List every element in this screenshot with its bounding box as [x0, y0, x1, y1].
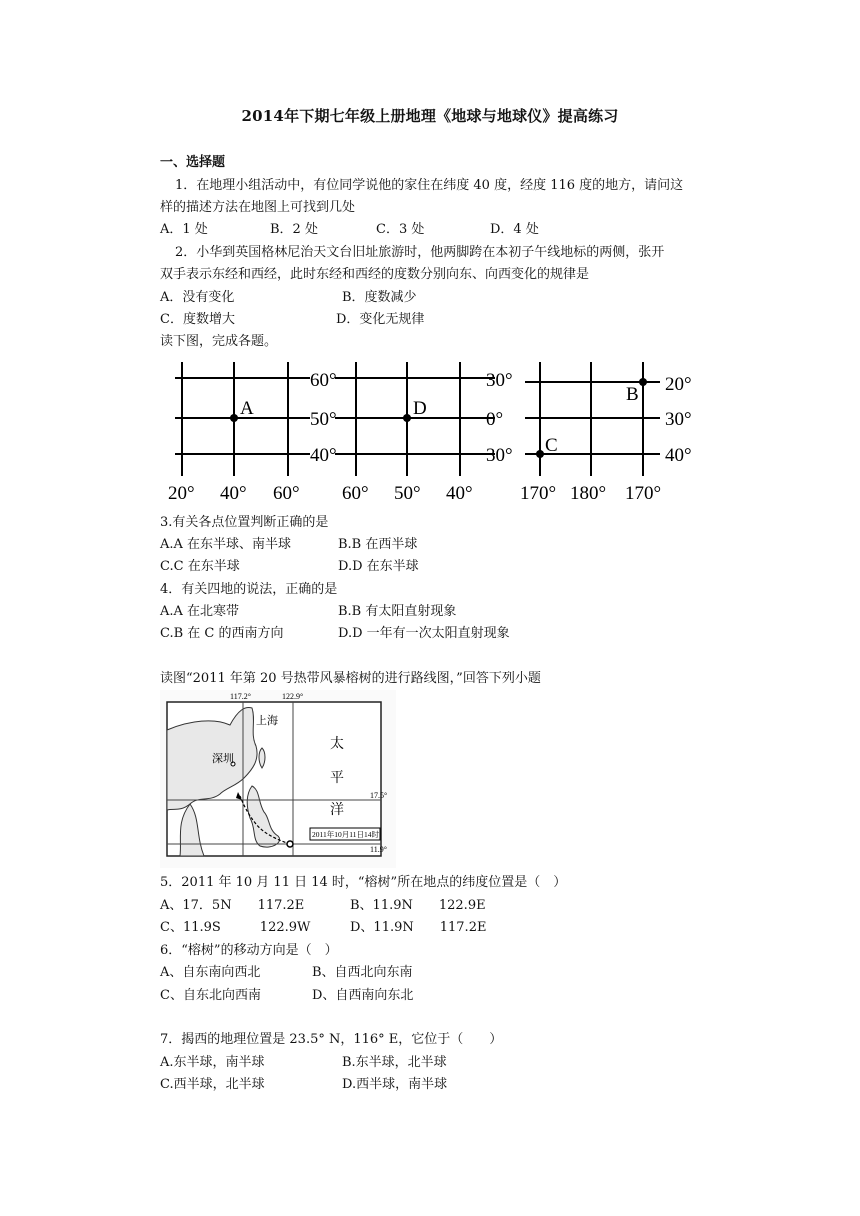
typhoon-position-marker [287, 841, 293, 847]
q5-option-c: C、11.9S 122.9W [160, 920, 311, 935]
q2-stem-line1: 2．小华到英国格林尼治天文台旧址旅游时，他两脚跨在本初子午线地标的两侧，张开 [175, 245, 665, 260]
q1-stem-line1: 1．在地理小组活动中，有位同学说他的家住在纬度 40 度，经度 116 度的地方，请问这 [175, 178, 684, 193]
point-c [536, 450, 544, 458]
taiwan-island [259, 748, 265, 768]
q4-stem: 4．有关四地的说法，正确的是 [160, 582, 338, 597]
q6-option-b: B、自西北向东南 [312, 965, 413, 980]
label-shanghai: 上海 [256, 715, 278, 727]
q1-option-b: B．2 处 [270, 222, 318, 237]
g3-lat-1: 20° [665, 374, 692, 395]
q6-option-a: A、自东南向西北 [160, 965, 261, 980]
map-lat-1: 17.5° [370, 791, 388, 800]
g2-lat-3: 30° [486, 445, 513, 466]
q2-option-d: D．变化无规律 [336, 312, 425, 327]
lat-lon-grid-figure [160, 356, 705, 502]
g1-lat-3: 40° [310, 445, 337, 466]
g1-lat-2: 50° [310, 409, 337, 430]
q5-stem: 5．2011 年 10 月 11 日 14 时，“榕树”所在地点的纬度位置是（ ） [160, 875, 567, 890]
q1-option-d: D．4 处 [490, 222, 539, 237]
point-b [639, 378, 647, 386]
q6-stem: 6．“榕树”的移动方向是（ ） [160, 943, 338, 958]
q2-option-a: A．没有变化 [160, 290, 235, 305]
q6-option-d: D、自西南向东北 [312, 988, 414, 1003]
q3-stem: 3.有关各点位置判断正确的是 [160, 515, 329, 530]
q1-option-a: A．1 处 [160, 222, 208, 237]
g1-lon-1: 20° [168, 483, 195, 502]
q3-option-b: B.B 在西半球 [338, 537, 418, 552]
q4-option-d: D.D 一年有一次太阳直射现象 [338, 626, 510, 641]
q7-stem: 7．揭西的地理位置是 23.5° N，116° E，它位于（ ） [160, 1032, 503, 1047]
q5-option-a: A、17．5N 117.2E [160, 898, 305, 913]
g1-lat-1: 60° [310, 370, 337, 391]
q7-option-a: A.东半球，南半球 [160, 1055, 265, 1070]
map-lat-2: 11.9° [370, 845, 387, 854]
q3-option-c: C.C 在东半球 [160, 559, 240, 574]
read-map-instruction: 读图“2011 年第 20 号热带风暴榕树的进行路线图，”回答下列小题 [160, 671, 541, 686]
g1-lon-3: 60° [273, 483, 300, 502]
label-a: A [240, 398, 254, 419]
g2-lon-1: 60° [342, 483, 369, 502]
q3-option-d: D.D 在东半球 [338, 559, 419, 574]
q1-option-c: C．3 处 [376, 222, 425, 237]
q3-option-a: A.A 在东半球、南半球 [160, 537, 292, 552]
q2-stem-line2: 双手表示东经和西经，此时东经和西经的度数分别向东、向西变化的规律是 [160, 267, 590, 282]
typhoon-track-map [160, 690, 396, 868]
label-shenzhen: 深圳 [212, 753, 234, 765]
q4-option-c: C.B 在 C 的西南方向 [160, 626, 284, 641]
g1-lon-2: 40° [220, 483, 247, 502]
q2-option-b: B．度数减少 [342, 290, 417, 305]
g3-lon-2: 180° [570, 483, 607, 502]
label-c: C [545, 435, 558, 456]
label-d: D [413, 398, 427, 419]
q4-option-a: A.A 在北寒带 [160, 604, 240, 619]
section-heading: 一、选择题 [160, 155, 226, 170]
g3-lon-3: 170° [625, 483, 662, 502]
label-tai: 太 [330, 737, 344, 752]
label-ping: 平 [330, 771, 344, 786]
g2-lon-2: 50° [394, 483, 421, 502]
q4-option-b: B.B 有太阳直射现象 [338, 604, 457, 619]
label-yang: 洋 [330, 803, 344, 818]
q7-option-d: D.西半球，南半球 [342, 1077, 448, 1092]
q1-stem-line2: 样的描述方法在地图上可找到几处 [160, 200, 356, 215]
map-lon-2: 122.9° [282, 692, 304, 701]
label-b: B [626, 384, 639, 405]
read-figure-instruction: 读下图，完成各题。 [160, 334, 278, 349]
q6-option-c: C、自东北向西南 [160, 988, 261, 1003]
point-a [230, 414, 238, 422]
q5-option-b: B、11.9N 122.9E [350, 898, 486, 913]
timestamp-label: 2011年10月11日14时 [312, 830, 379, 839]
q2-option-c: C．度数增大 [160, 312, 235, 327]
q7-option-b: B.东半球，北半球 [342, 1055, 447, 1070]
point-d [403, 414, 411, 422]
g2-lon-3: 40° [446, 483, 473, 502]
g2-lat-2: 0° [486, 409, 504, 430]
g3-lon-1: 170° [520, 483, 557, 502]
q5-option-d: D、11.9N 117.2E [350, 920, 487, 935]
q7-option-c: C.西半球，北半球 [160, 1077, 265, 1092]
g3-lat-2: 30° [665, 409, 692, 430]
document-title: 2014年下期七年级上册地理《地球与地球仪》提高练习 [241, 107, 619, 125]
g3-lat-3: 40° [665, 445, 692, 466]
map-lon-1: 117.2° [230, 692, 251, 701]
g2-lat-1: 30° [486, 370, 513, 391]
